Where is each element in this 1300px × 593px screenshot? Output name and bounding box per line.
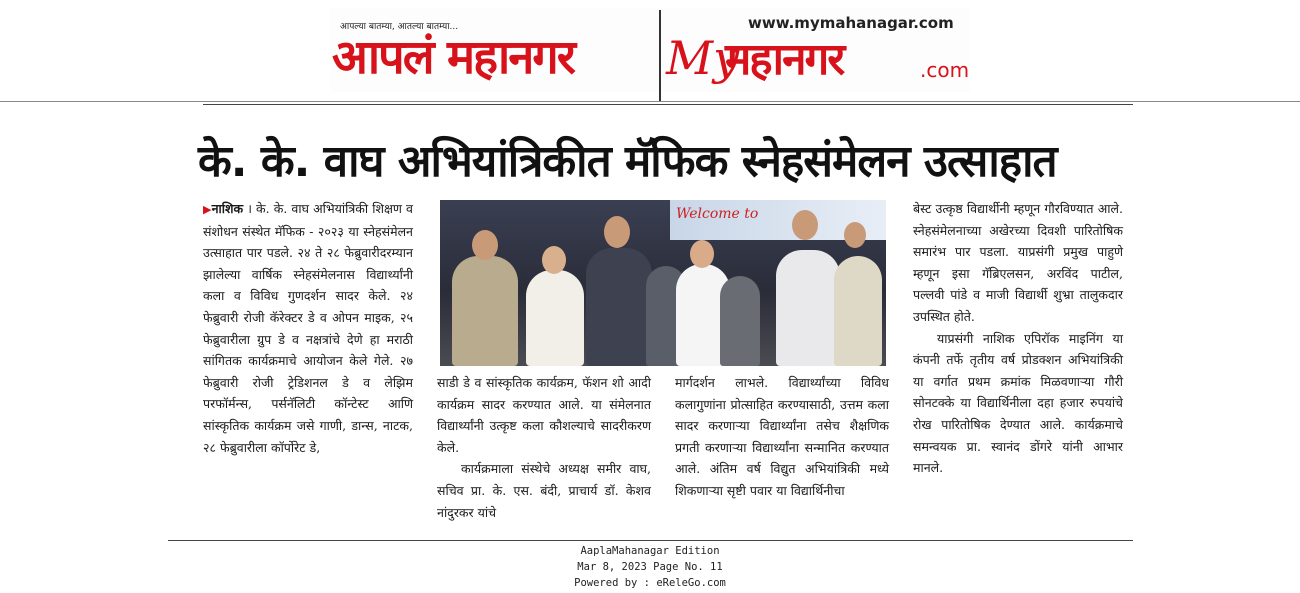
- photo-person: [452, 256, 518, 366]
- photo-person-head: [542, 246, 566, 274]
- photo-person-head: [844, 222, 866, 248]
- photo-person-head: [792, 210, 818, 240]
- footer-edition: AaplaMahanagar Edition: [580, 545, 720, 557]
- photo-person: [526, 270, 584, 366]
- my-mahanagar-dotcom: .com: [920, 58, 970, 82]
- article-headline: के. के. वाघ अभियांत्रिकीत मॅफिक स्नेहसंमेलन उत्साहात: [198, 136, 1057, 187]
- photo-person: [834, 256, 882, 366]
- aapla-mahanagar-logo: आपलं महानगर: [332, 30, 574, 85]
- article-column-2: [437, 372, 651, 523]
- masthead-divider: [659, 10, 661, 102]
- column-4-paragraph-2: याप्रसंगी नाशिक एपिरॉक माइनिंग या कंपनी तर्फे तृतीय वर्ष प्रोडक्शन अभियांत्रिकी या वर्गात प्रथम क्रमांक मिळवणाऱ्या गौरी सोनटक्के या विद्यार्थिनीला दहा हजार रुपयांचे रोख पारितोषिक देण्यात आले. कार्यक्रमाचे समन्वयक प्रा. स्वानंद डोंगरे यांनी आभार मानले.: [913, 330, 1123, 476]
- article-column-3: [675, 372, 889, 502]
- masthead: [330, 8, 970, 92]
- masthead-url: www.mymahanagar.com: [748, 14, 954, 32]
- footer-rule: [168, 540, 1133, 541]
- photo-person: [586, 248, 652, 366]
- my-mahanagar-my: My: [666, 31, 740, 85]
- article-column-1: [203, 198, 413, 458]
- photo-person: [776, 250, 840, 366]
- footer-date-page: Mar 8, 2023 Page No. 11: [577, 561, 723, 573]
- column-1-text: । के. के. वाघ अभियांत्रिकी शिक्षण व संशोधन संस्थेत मॅफिक - २०२३ या स्नेहसंमेलन उत्साहात पार पडले. २४ ते २८ फेब्रुवारीदरम्यान झालेल्या वार्षिक स्नेहसंमेलनास विद्यार्थ्यांनी कला व विविध गुणदर्शन सादर केले. २४ फेब्रुवारी रोजी कॅरेक्टर डे व ओपन माइक, २५ फेब्रुवारीला ग्रुप डे व नक्षत्रांचे देणे हा मराठी सांगितक कार्यक्रमाचे आयोजन केले गेले. २७ फेब्रुवारी रोजी ट्रेडिशनल डे व लेझिम परफॉर्मन्स, पर्सनॅलिटी कॉन्टेस्ट आणि सांस्कृतिक कार्यक्रम जसे गाणी, डान्स, नाटक, २८ फेब्रुवारीला कॉर्पोरेट डे,: [203, 201, 413, 455]
- header-rule: [0, 101, 1300, 102]
- column-3-text: मार्गदर्शन लाभले. विद्यार्थ्यांच्या विविध कलागुणांना प्रोत्साहित करण्यासाठी, उत्तम कला सादर करणाऱ्या विद्यार्थ्यांना तसेच शैक्षणिक प्रगती करणाऱ्या विद्यार्थ्यांना सन्मानित करण्यात आले. अंतिम वर्ष विद्युत अभियांत्रिकी मध्ये शिकणाऱ्या सृष्टी पवार या विद्यार्थिनीचा: [675, 375, 889, 498]
- dateline-marker-icon: ▶: [203, 203, 212, 216]
- dateline: नाशिक: [211, 201, 244, 216]
- photo-person-head: [604, 216, 630, 248]
- my-mahanagar-logo: महानगर: [725, 34, 844, 85]
- footer-powered-by: Powered by : eReleGo.com: [574, 577, 726, 589]
- photo-person: [720, 276, 760, 366]
- column-4-paragraph-1: बेस्ट उत्कृष्ठ विद्यार्थीनी म्हणून गौरविण्यात आले. स्नेहसंमेलनाच्या अखेरच्या दिवशी पारितोषिक समारंभ पार पडला. याप्रसंगी प्रमुख पाहुणे म्हणून इसा गॅब्रिएलसन, अरविंद पाटील, पल्लवी पांडे व माजी विद्यार्थी शुभ्रा तालुकदार उपस्थित होते.: [913, 201, 1123, 324]
- photo-person-head: [472, 230, 498, 260]
- article-column-4: [913, 198, 1123, 479]
- photo-banner-text: Welcome to: [676, 206, 759, 222]
- column-2-paragraph-1: साडी डे व सांस्कृतिक कार्यक्रम, फॅशन शो आदी कार्यक्रम सादर करण्यात आले. या संमेलनात विद्यार्थ्यांनी उत्कृष्ट कला कौशल्याचे सादरीकरण केले.: [437, 375, 651, 455]
- masthead-tagline: आपल्या बातम्या, आतल्या बातम्या...: [340, 22, 459, 32]
- photo-person-head: [690, 240, 714, 268]
- column-2-paragraph-2: कार्यक्रमाला संस्थेचे अध्यक्ष समीर वाघ, सचिव प्रा. के. एस. बंदी, प्राचार्य डॉ. केशव नांदुरकर यांचे: [437, 461, 651, 520]
- article-top-rule: [203, 104, 1133, 105]
- event-photo: [440, 200, 886, 366]
